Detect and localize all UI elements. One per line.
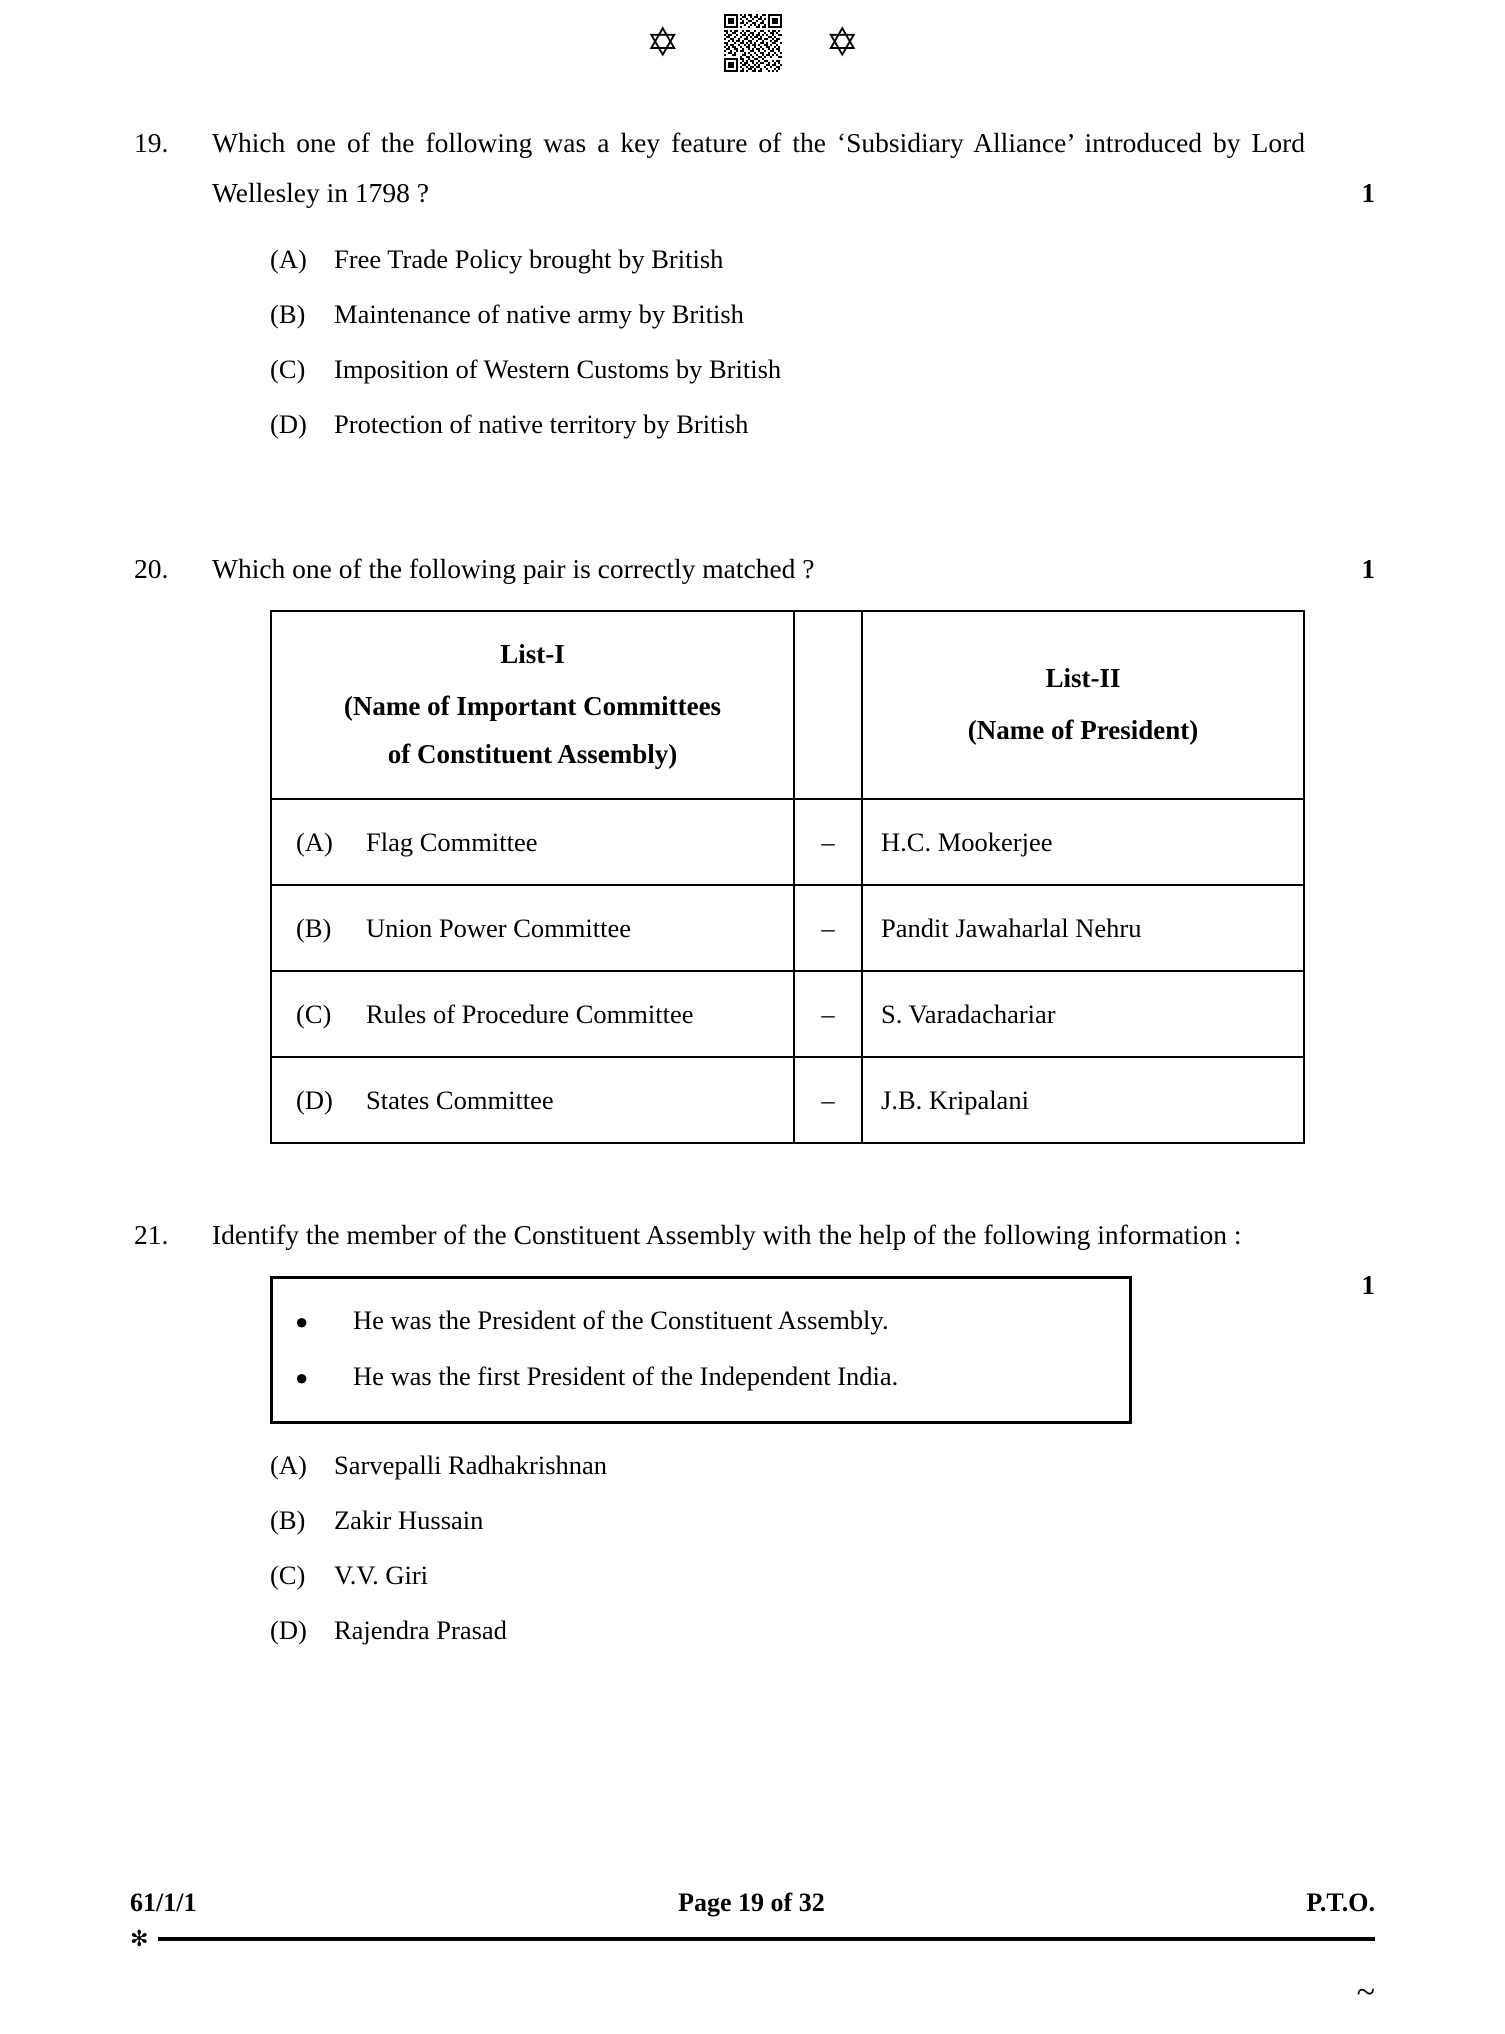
question-19-marks: 1 [1361,178,1375,208]
row-c-right: S. Varadachariar [862,971,1304,1057]
page-number: Page 19 of 32 [678,1888,825,1917]
option-d[interactable] [212,397,1375,452]
info-item-1 [273,1293,1129,1349]
option-c-label: (C) [270,354,306,384]
option-c[interactable] [212,342,1375,397]
table-row [271,971,1304,1057]
option-d-text: Protection of native territory by British [334,409,749,439]
star-icon-right: ✡ [825,20,860,65]
header-list-1-sub2: of Constituent Assembly) [387,739,678,769]
option-d[interactable] [212,1603,1375,1658]
row-a-value: Flag Committee [366,826,538,857]
paper-code: 61/1/1 [130,1888,197,1917]
table-header-row [271,611,1304,799]
row-d-value: States Committee [366,1084,554,1115]
option-a[interactable] [212,1438,1375,1493]
row-c-left [271,971,794,1057]
table-row [271,799,1304,885]
bullet-icon: ● [295,1309,309,1334]
row-c-label: (C) [296,998,332,1029]
option-a-label: (A) [270,244,307,274]
row-b-value: Union Power Committee [366,912,631,943]
header-list-2-sub1: (Name of President) [967,715,1199,745]
bullet-icon: ● [295,1365,309,1390]
info-item-2-text: He was the first President of the Independent India. [353,1361,899,1391]
header-dash-spacer [794,611,862,799]
option-b[interactable] [212,1493,1375,1548]
option-b-text: Maintenance of native army by British [334,299,744,329]
footer-rule [130,1928,1375,1950]
pto-label: P.T.O. [1306,1888,1375,1917]
asterisk-icon: ✻ [130,1926,149,1951]
table-row [271,1057,1304,1143]
row-b-label: (B) [296,912,332,943]
row-a-left [271,799,794,885]
question-21-number: 21. [134,1219,169,1250]
option-a-text: Sarvepalli Radhakrishnan [334,1450,608,1480]
row-d-left [271,1057,794,1143]
header-list-1-sub1: (Name of Important Committees [343,691,722,721]
option-b[interactable] [212,287,1375,342]
table-row [271,885,1304,971]
option-c[interactable] [212,1548,1375,1603]
option-c-text: Imposition of Western Customs by British [334,354,782,384]
question-20-table-wrap [212,610,1375,1144]
option-b-text: Zakir Hussain [334,1505,484,1535]
spacer-2 [130,1144,1375,1210]
spacer-1 [130,452,1375,544]
option-a-label: (A) [270,1450,307,1480]
row-a-label: (A) [296,826,333,857]
matching-table [270,610,1305,1144]
info-item-1-text: He was the President of the Constituent Assembly. [353,1305,889,1335]
header-list-1 [271,611,794,799]
header-list-2-title: List-II [1045,663,1121,693]
option-b-label: (B) [270,299,306,329]
question-21 [130,1210,1375,1658]
question-20-text: Which one of the following pair is correctly matched ? [212,553,815,584]
row-c-value: Rules of Procedure Committee [366,998,694,1029]
question-list [130,118,1375,1658]
question-19-options [212,232,1375,452]
question-19 [130,118,1375,452]
option-d-label: (D) [270,409,307,439]
option-a[interactable] [212,232,1375,287]
row-c-dash: – [794,971,862,1057]
option-a-text: Free Trade Policy brought by British [334,244,724,274]
qr-code-icon [724,14,782,72]
question-20 [130,544,1375,1144]
question-21-info-box [270,1276,1132,1424]
info-item-2 [273,1349,1129,1405]
question-20-marks: 1 [1361,554,1375,584]
page-header [0,14,1505,72]
divider [158,1937,1375,1941]
header-list-2 [862,611,1304,799]
row-a-dash: – [794,799,862,885]
row-d-label: (D) [296,1084,333,1115]
footer-row [130,1888,1375,1918]
question-21-options [212,1438,1375,1658]
question-19-text: Which one of the following was a key feature of the ‘Subsidiary Alliance’ introduced by Lord Wellesley in 1798 ? [212,127,1305,208]
question-21-marks: 1 [1361,1270,1375,1300]
star-icon-left: ✡ [645,20,680,65]
tilde-mark: ~ [1356,1974,1375,2011]
row-d-right: J.B. Kripalani [862,1057,1304,1143]
page-footer [130,1888,1375,2011]
row-b-dash: – [794,885,862,971]
row-b-right: Pandit Jawaharlal Nehru [862,885,1304,971]
row-a-right: H.C. Mookerjee [862,799,1304,885]
question-19-number: 19. [134,127,169,158]
header-list-1-title: List-I [500,639,565,669]
option-d-text: Rajendra Prasad [334,1615,507,1645]
row-b-left [271,885,794,971]
option-d-label: (D) [270,1615,307,1645]
option-c-label: (C) [270,1560,306,1590]
row-d-dash: – [794,1057,862,1143]
option-c-text: V.V. Giri [334,1560,429,1590]
question-20-number: 20. [134,553,169,584]
question-21-text: Identify the member of the Constituent Assembly with the help of the following information : [212,1219,1242,1250]
option-b-label: (B) [270,1505,306,1535]
